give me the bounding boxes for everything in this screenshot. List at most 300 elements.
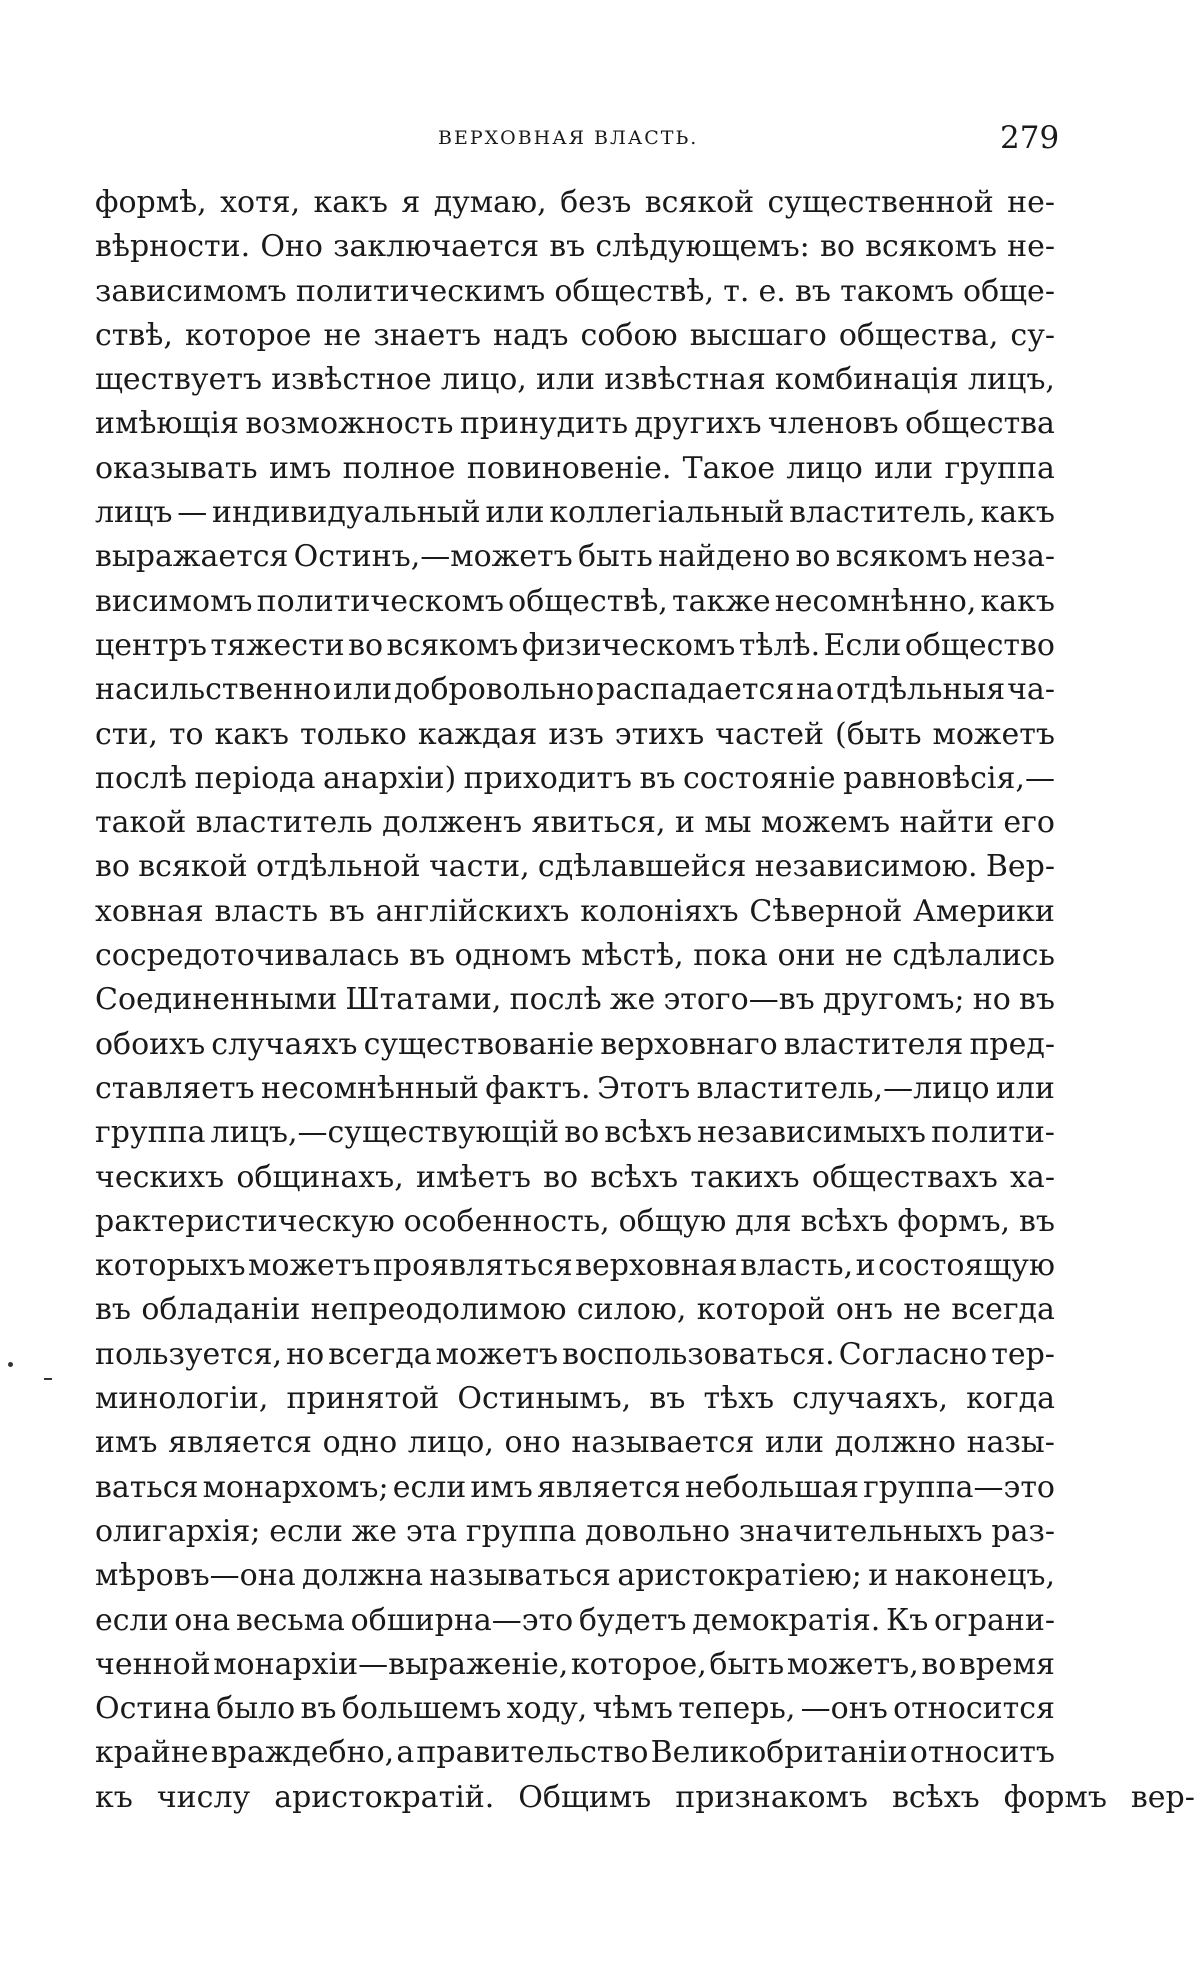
word: слѣдующемъ: [595,229,810,265]
word: небольшая [684,1469,859,1505]
word: всѣхъ [891,1779,980,1815]
word: всякомъ [865,229,997,265]
word: лицъ,—существующій [210,1115,560,1151]
word: одномъ [454,938,572,974]
word: добровольно [393,672,595,708]
word: имѣетъ [416,1159,531,1195]
word: формъ, [897,1203,1011,1239]
word: оказывать [95,450,258,486]
word: безъ [560,185,632,220]
word: власть, [740,1248,854,1284]
word: ходу, [506,1691,588,1727]
word: во [543,1159,579,1195]
word: большемъ [341,1691,502,1727]
word: высшаго [689,317,827,353]
word: независимыхъ [697,1115,927,1151]
word: Этотъ [596,1070,691,1106]
word: всякой [644,185,755,220]
word: монархомъ; [202,1469,389,1505]
word: обще- [963,273,1055,309]
word: имъ [95,1425,158,1461]
word: она [174,1602,231,1638]
word: также [671,583,771,619]
word: должна [301,1558,424,1594]
word: пока [693,938,768,974]
word: или [765,1425,825,1461]
word: всѣхъ [800,1203,889,1239]
word: послѣ [509,982,602,1018]
word: значительныхъ [738,1513,983,1549]
word: то [168,716,204,752]
word: можетъ, [786,1646,919,1682]
word: ча- [1007,672,1055,708]
word: Остинымъ, [457,1381,632,1417]
word: монархіи—выраженіе, [213,1646,569,1682]
word: случаяхъ, [792,1381,948,1417]
word: когда [966,1381,1055,1417]
word: только [300,716,407,752]
word: называется [571,1425,755,1461]
word: является [168,1425,312,1461]
running-title: ВЕРХОВНАЯ ВЛАСТЬ. [438,127,699,149]
text-line [95,447,1055,491]
word: Согласно [838,1336,988,1372]
word: возможность [245,406,454,442]
word: неза- [972,539,1055,575]
word: если [392,1469,467,1505]
text-line [95,1288,1055,1332]
word: я [401,185,421,220]
word: а [396,1735,415,1771]
word: существенной [767,185,994,220]
word: мѣровъ—она [95,1558,296,1594]
word: быть [709,1646,785,1682]
word: для [735,1203,792,1239]
word: Великобританіи [650,1735,908,1771]
word: ховная [95,893,204,929]
word: Вер- [985,849,1055,885]
word: непреодолимою [310,1292,567,1328]
word: су- [1010,317,1055,353]
text-line [95,1244,1055,1288]
word: во [95,849,130,885]
text-line [95,624,1055,668]
word: мы [704,805,752,841]
text-line [95,1510,1055,1554]
word: собою [580,317,678,353]
word: въ [300,1691,337,1727]
text-line [95,1466,1055,1510]
word: фактъ. [485,1070,591,1106]
text-line [95,1554,1055,1598]
word: коллегіальный [549,495,785,531]
word: Америки [913,893,1055,929]
word: е. [758,273,786,309]
word: всегда [328,1336,432,1372]
word: если [269,1513,343,1549]
word: всегда [951,1292,1055,1328]
word: властитель, [789,495,976,531]
word: —онъ [800,1691,888,1727]
word: Общимъ [518,1779,652,1815]
word: его [1003,805,1055,841]
word: группа [465,1513,577,1549]
word: физическомъ [521,627,736,663]
word: ствѣ, [95,317,173,353]
word: во [348,627,384,663]
word: центръ [95,627,207,663]
text-line [95,1156,1055,1200]
word: ческихъ [95,1159,225,1195]
word: рактеристическую [95,1203,395,1239]
word: лицо, [407,1425,494,1461]
word: всякой [138,849,248,885]
word: всякомъ [386,627,519,663]
word: существованіе [363,1026,595,1062]
word: къ [95,1779,133,1815]
word: Такое [682,450,776,486]
word: не [845,938,883,974]
word: зависимомъ [95,273,287,309]
word: явиться, [531,805,666,841]
word: во [564,1115,600,1151]
text-line [95,1111,1055,1155]
word: но [286,1336,325,1372]
word: и [855,1248,876,1284]
word: назы- [966,1425,1055,1461]
word: проявляться [372,1248,573,1284]
word: въ [409,938,446,974]
word: ха- [1010,1159,1055,1195]
word: Оно [260,229,323,265]
word: признакомъ [675,1779,868,1815]
word: будетъ [578,1602,687,1638]
word: же [351,1513,398,1549]
word: лицъ, [967,362,1055,398]
word: всѣхъ [604,1115,693,1151]
text-line [95,757,1055,801]
word: періода [194,760,316,796]
word: время [958,1646,1055,1682]
word: состояніе [682,760,836,796]
word: сдѣлались [892,938,1055,974]
word: всякомъ [835,539,968,575]
word: обществѣ, [554,273,715,309]
word: тѣлѣ. [738,627,821,663]
word: не- [1007,185,1055,220]
word: ченной [95,1646,211,1682]
word: такихъ [690,1159,800,1195]
word: теперь, [678,1691,796,1727]
word: общества [905,406,1055,442]
word: властитель [195,805,373,841]
word: послѣ [95,760,188,796]
word: не [903,1292,942,1328]
text-line [95,270,1055,314]
word: относитъ [909,1735,1055,1771]
word: аристократіею; [617,1558,862,1594]
text-line [95,1377,1055,1421]
word: властителя [783,1026,964,1062]
word: ставляетъ [95,1070,255,1106]
word: другихъ [634,406,762,442]
word: (быть [834,716,922,752]
word: отдѣльныя [835,672,1006,708]
word: насильственно [95,672,332,708]
word: всѣхъ [590,1159,679,1195]
word: не- [1007,229,1055,265]
word: которое, [570,1646,707,1682]
word: т. [723,273,750,309]
word: во [795,539,831,575]
word: — [177,495,208,531]
word: или [995,1070,1055,1106]
word: этого—въ [663,982,815,1018]
text-line [95,181,1055,225]
word: части, [428,849,530,885]
word: въ [649,1381,686,1417]
word: эта [405,1513,458,1549]
word: распадается [596,672,795,708]
text-line [95,890,1055,934]
text-line [95,1643,1055,1687]
word: демократія. [692,1602,881,1638]
word: такомъ [840,273,954,309]
text-line [95,668,1055,712]
word: принятой [286,1381,440,1417]
word: изъ [548,716,604,752]
text-line [95,535,1055,579]
word: ваться [95,1469,199,1505]
word: группа [944,450,1055,486]
word: тѣхъ [703,1381,775,1417]
word: формѣ, [95,185,207,220]
word: приходитъ [463,760,632,796]
word: обоихъ [95,1026,206,1062]
word: сосредоточивалась [95,938,400,974]
text-line [95,1333,1055,1377]
word: относится [893,1691,1055,1727]
word: въ [95,1292,131,1328]
word: членовъ [767,406,899,442]
word: во [819,229,855,265]
word: общества, [838,317,999,353]
word: можемъ [760,805,891,841]
word: Къ [886,1602,929,1638]
word: минологіи, [95,1381,269,1417]
word: Сѣверной [749,893,903,929]
word: аристократій. [274,1779,495,1815]
word: Остина [95,1691,211,1727]
word: Соединенными [95,982,338,1018]
word: какъ [980,495,1055,531]
word: случаяхъ [211,1026,358,1062]
word: тяжести [210,627,345,663]
word: несомнѣнно, [774,583,977,619]
word: или [874,450,934,486]
word: онъ [835,1292,893,1328]
word: отдѣльной [255,849,421,885]
word: раз- [991,1513,1055,1549]
word: какъ [313,185,388,220]
word: которой [696,1292,826,1328]
word: равновѣсія,— [843,760,1055,796]
text-line [95,713,1055,757]
word: какъ [980,583,1055,619]
word: которое [184,317,312,353]
margin-speck [8,1362,13,1367]
word: быть [577,539,653,575]
word: сдѣлавшейся [537,849,747,885]
word: или [485,495,545,531]
word: чѣмъ [592,1691,673,1727]
word: несомнѣнный [260,1070,479,1106]
word: обществѣ, [508,583,668,619]
word: если [95,1602,169,1638]
word: является [536,1469,681,1505]
word: было [216,1691,296,1727]
margin-mark [44,1378,52,1380]
text-line [95,1731,1055,1775]
word: одно [322,1425,398,1461]
word: другомъ; [822,982,965,1018]
word: группа—это [863,1469,1055,1505]
word: выражается [95,539,289,575]
word: вер- [1130,1779,1195,1815]
word: мѣстѣ, [581,938,684,974]
word: въ [328,893,365,929]
text-line [95,314,1055,358]
word: полити- [931,1115,1055,1151]
word: лицо, [440,362,527,398]
word: обладаніи [141,1292,301,1328]
word: они [777,938,836,974]
text-line [95,1200,1055,1244]
word: состоящую [878,1248,1055,1284]
word: принудить [459,406,629,442]
word: тер- [991,1336,1055,1372]
page-number: 279 [1000,120,1060,156]
word: ограни- [934,1602,1055,1638]
word: олигархія; [95,1513,261,1549]
word: хотя, [220,185,301,220]
word: висимомъ [95,583,253,619]
word: пользуется, [95,1336,283,1372]
word: властитель,—лицо [696,1070,990,1106]
word: общую [618,1203,727,1239]
word: общинахъ, [236,1159,404,1195]
word: знаетъ [373,317,481,353]
word: власть [214,893,319,929]
word: должно [834,1425,956,1461]
word: колоніяхъ [580,893,739,929]
word: пред- [969,1026,1055,1062]
text-line [95,845,1055,889]
word: правительство [416,1735,649,1771]
word: этихъ [614,716,705,752]
text-line [95,1599,1055,1643]
word: довольно [585,1513,731,1549]
word: или [536,362,596,398]
word: оно [504,1425,561,1461]
word: каждая [417,716,538,752]
word: имѣющія [95,406,239,442]
word: числу [156,1779,251,1815]
word: можетъ [435,1336,559,1372]
word: комбинація [774,362,959,398]
word: индивидуальный [212,495,481,531]
word: англійскихъ [375,893,570,929]
text-line [95,225,1055,269]
word: Остинъ,—можетъ [293,539,573,575]
word: заключается [333,229,540,265]
text-line [95,1421,1055,1465]
word: и [674,805,695,841]
word: политическимъ [295,273,546,309]
word: можетъ [248,1248,371,1284]
word: найдено [658,539,791,575]
word: долженъ [382,805,523,841]
word: наконецъ, [894,1558,1055,1594]
word: политическомъ [256,583,504,619]
word: сти, [95,716,158,752]
body-text [95,181,1195,1820]
word: извѣстная [604,362,766,398]
word: повиновеніе. [466,450,672,486]
word: не [323,317,362,353]
word: частей [715,716,825,752]
text-line [95,358,1055,402]
text-line [95,491,1055,535]
word: надъ [493,317,569,353]
word: лицо [786,450,863,486]
word: имъ [268,450,332,486]
word: враждебно, [210,1735,395,1771]
text-line [95,1687,1055,1731]
word: формъ [1003,1779,1107,1815]
word: независимою. [754,849,978,885]
word: группа [95,1115,206,1151]
text-line [95,801,1055,845]
word: во [921,1646,957,1682]
word: лицъ [95,495,173,531]
text-line [95,1067,1055,1111]
word: въ [639,760,676,796]
word: анархіи) [322,760,457,796]
word: или [333,672,393,708]
word: воспользоваться. [562,1336,835,1372]
word: называться [429,1558,611,1594]
word: же [609,982,656,1018]
word: верховная [575,1248,738,1284]
word: на [796,672,834,708]
text-line [95,1776,1195,1820]
word: такой [95,805,187,841]
word: въ [549,229,586,265]
text-line [95,1023,1055,1067]
word: и [868,1558,889,1594]
word: обществахъ [811,1159,998,1195]
word: ществуетъ [95,362,263,398]
word: верховнаго [600,1026,778,1062]
word: найти [899,805,995,841]
word: особенность, [403,1203,610,1239]
word: вѣрности. [95,229,251,265]
word: въ [1018,982,1055,1018]
word: но [972,982,1011,1018]
word: которыхъ [95,1248,246,1284]
word: имъ [470,1469,533,1505]
